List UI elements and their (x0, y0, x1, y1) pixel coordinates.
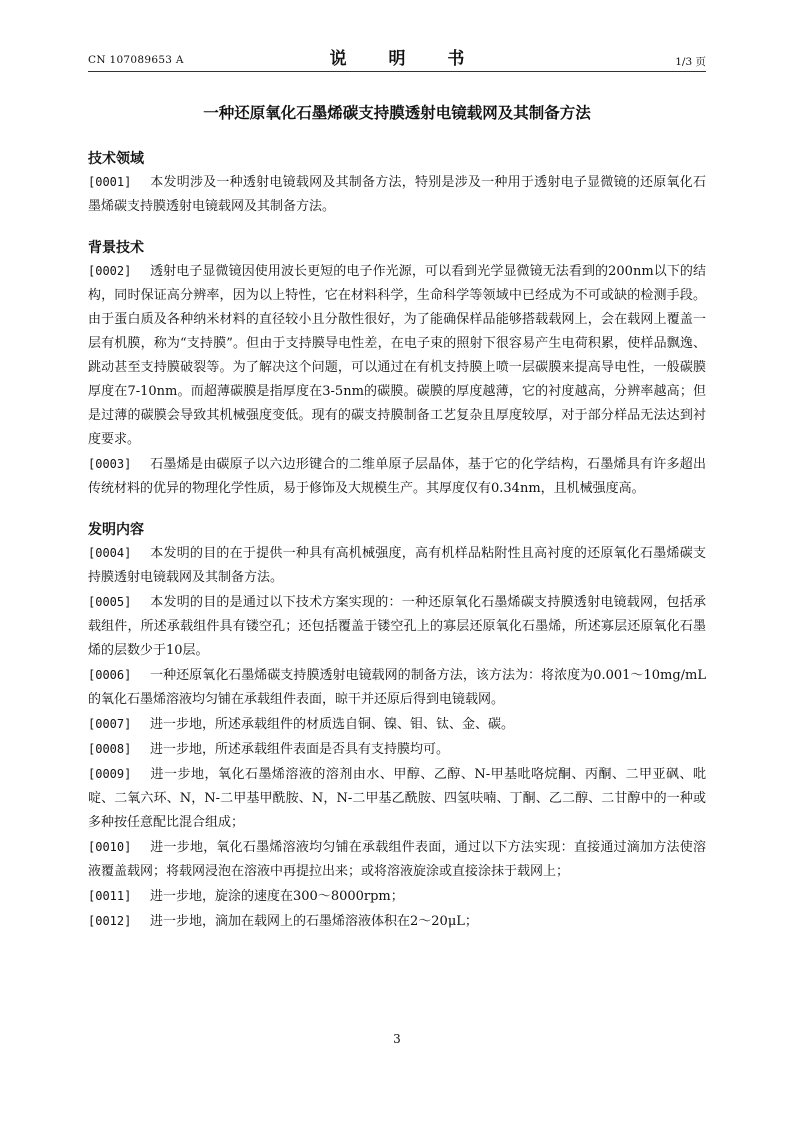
paragraph-text: 进一步地，旋涂的速度在300～8000rpm； (150, 889, 404, 904)
paragraph (88, 590, 706, 663)
paragraph (88, 835, 706, 884)
paragraph-text: 石墨烯是由碳原子以六边形键合的二维单原子层晶体，基于它的化学结构，石墨烯具有许多超出传统材料的优异的物理化学性质，易于修饰及大规模生产。其厚度仅有0.34nm，且机械强度高。 (88, 457, 706, 496)
paragraph-text: 进一步地，滴加在载网上的石墨烯溶液体积在2～20μL； (150, 914, 478, 929)
page-info: 1/3 页 (675, 56, 706, 68)
paragraph (88, 541, 706, 590)
document-type: 说 明 书 (329, 49, 483, 69)
patent-number: CN 107089653 A (88, 54, 184, 66)
paragraph (88, 663, 706, 712)
page-number: 3 (393, 1032, 401, 1046)
document-title: 一种还原氧化石墨烯碳支持膜透射电镜载网及其制备方法 (203, 104, 591, 122)
paragraph (88, 452, 706, 501)
paragraph (88, 737, 706, 762)
paragraph-number: [0006] (88, 668, 132, 682)
paragraph-text: 进一步地，所述承载组件的材质选自铜、镍、钼、钛、金、碳。 (150, 717, 515, 732)
paragraph-text: 透射电子显微镜因使用波长更短的电子作光源，可以看到光学显微镜无法看到的200nm以下的结构，同时保证高分辨率，因为以上特性，它在材料科学，生命科学等领域中已经成为不可或缺的检测手段。由于蛋白质及各种纳米材料的直径较小且分散性很好，为了能确保样品能够搭载载网上，会在载网上覆盖一层有机膜，称为“支持膜”。但由于支持膜导电性差，在电子束的照射下很容易产生电荷积累，使样品飘逸、跳动甚至支持膜破裂等。为了解决这个问题，可以通过在有机支持膜上喷一层碳膜来提高导电性，一般碳膜厚度在7-10nm。而超薄碳膜是指厚度在3-5nm的碳膜。碳膜的厚度越薄，它的衬度越高，分辨率越高；但是过薄的碳膜会导致其机械强度变低。现有的碳支持膜制备工艺复杂且厚度较厚，对于部分样品无法达到衬度要求。 (88, 264, 706, 447)
paragraph (88, 909, 706, 934)
paragraph (88, 259, 706, 452)
paragraph-text: 本发明涉及一种透射电镜载网及其制备方法，特别是涉及一种用于透射电子显微镜的还原氧化石墨烯碳支持膜透射电镜载网及其制备方法。 (88, 175, 706, 214)
paragraph (88, 170, 706, 219)
paragraph-number: [0004] (88, 546, 132, 560)
paragraph (88, 884, 706, 909)
section-heading-background: 背景技术 (88, 240, 144, 256)
section-heading-summary: 发明内容 (88, 522, 144, 538)
paragraph-number: [0009] (88, 767, 132, 781)
paragraph-number: [0008] (88, 742, 132, 756)
paragraph-text: 一种还原氧化石墨烯碳支持膜透射电镜载网的制备方法，该方法为：将浓度为0.001～10mg/mL的氧化石墨烯溶液均匀铺在承载组件表面，晾干并还原后得到电镜载网。 (88, 668, 706, 707)
page-header (88, 44, 706, 74)
paragraph-number: [0001] (88, 175, 132, 189)
paragraph-number: [0010] (88, 840, 132, 854)
paragraph-text: 本发明的目的在于提供一种具有高机械强度，高有机样品粘附性且高衬度的还原氧化石墨烯碳支持膜透射电镜载网及其制备方法。 (88, 546, 706, 585)
section-heading-technical-field: 技术领域 (88, 151, 144, 167)
paragraph-number: [0003] (88, 457, 132, 471)
paragraph-number: [0007] (88, 717, 132, 731)
paragraph-number: [0005] (88, 595, 132, 609)
paragraph-text: 本发明的目的是通过以下技术方案实现的：一种还原氧化石墨烯碳支持膜透射电镜载网，包括承载组件，所述承载组件具有镂空孔；还包括覆盖于镂空孔上的寡层还原氧化石墨烯，所述寡层还原氧化石墨烯的层数少于10层。 (88, 595, 706, 658)
paragraph (88, 712, 706, 737)
paragraph-number: [0002] (88, 264, 132, 278)
header-divider (88, 71, 706, 72)
paragraph-number: [0012] (88, 914, 132, 928)
paragraph (88, 762, 706, 835)
document-body (88, 148, 706, 934)
paragraph-text: 进一步地，氧化石墨烯溶液的溶剂由水、甲醇、乙醇、N-甲基吡咯烷酮、丙酮、二甲亚砜、吡啶、二氧六环、N，N-二甲基甲酰胺、N，N-二甲基乙酰胺、四氢呋喃、丁酮、乙二醇、二甘醇中的一种或多种按任意配比混合组成； (88, 767, 706, 830)
paragraph-text: 进一步地，氧化石墨烯溶液均匀铺在承载组件表面，通过以下方法实现：直接通过滴加方法使溶液覆盖载网；将载网浸泡在溶液中再提拉出来；或将溶液旋涂或直接涂抹于载网上； (88, 840, 706, 879)
paragraph-number: [0011] (88, 889, 132, 903)
paragraph-text: 进一步地，所述承载组件表面是否具有支持膜均可。 (150, 742, 450, 757)
